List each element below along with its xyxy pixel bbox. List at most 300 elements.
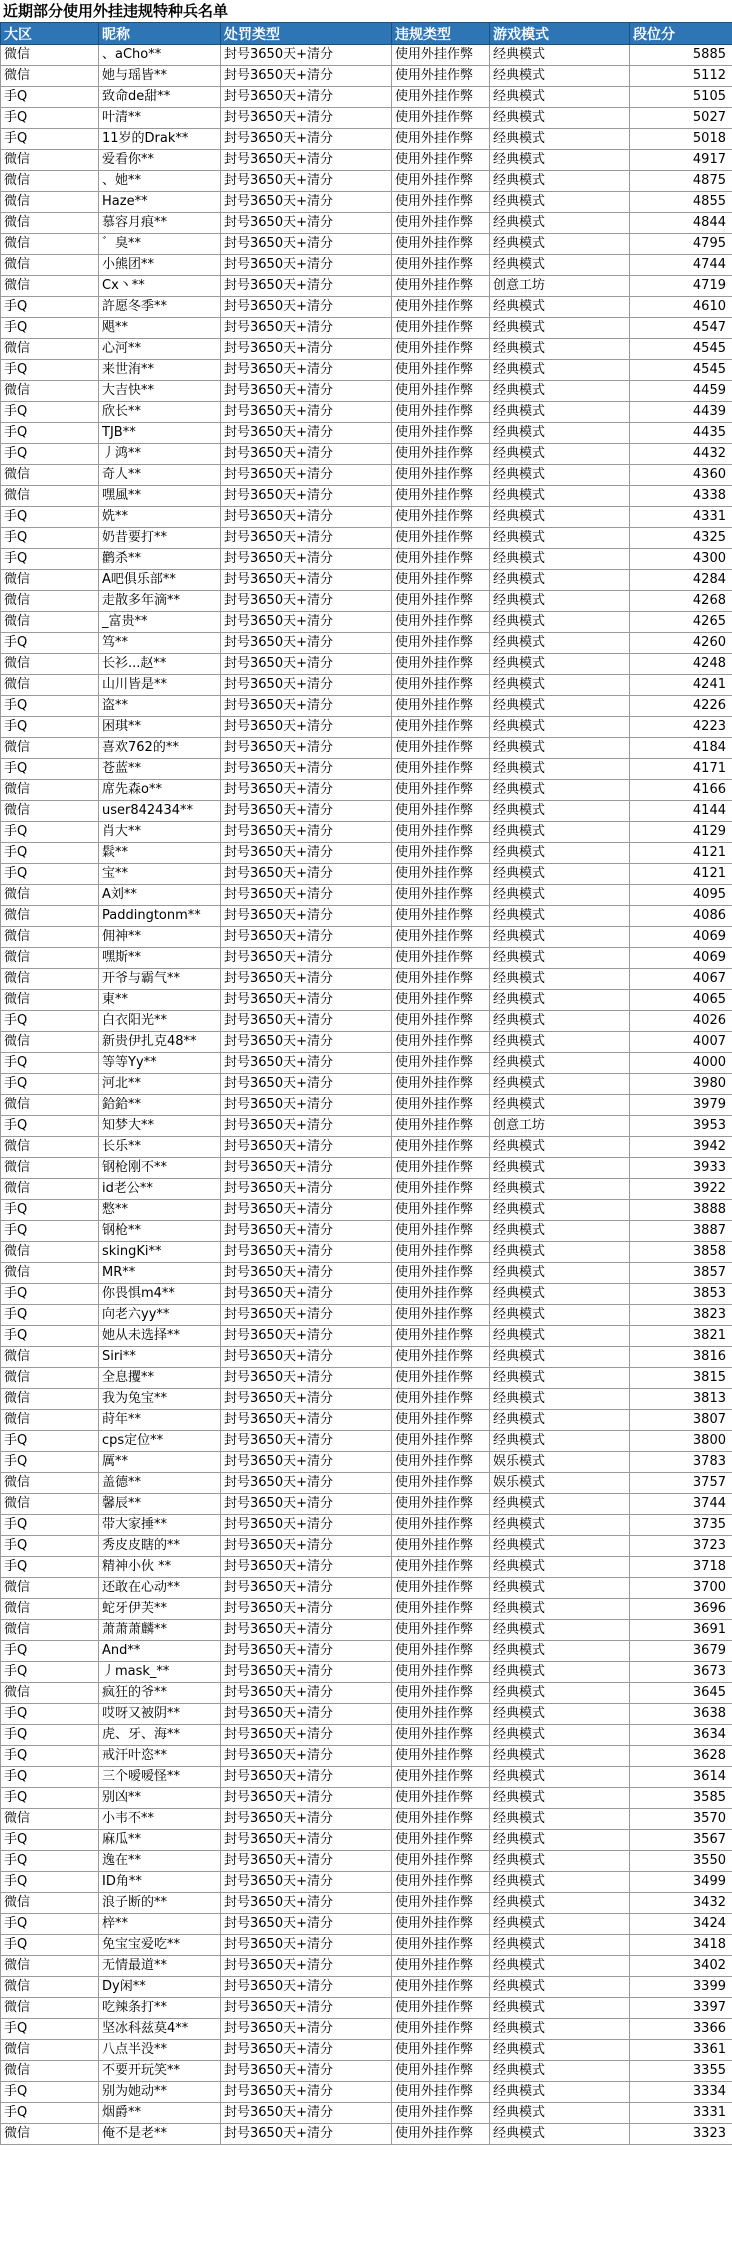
table-row	[1, 1473, 732, 1494]
cell-violation-type: 使用外挂作弊	[392, 1431, 490, 1452]
cell-region: 手Q	[1, 360, 99, 381]
cell-game-mode: 经典模式	[490, 1368, 630, 1389]
table-row	[1, 1788, 732, 1809]
cell-game-mode: 经典模式	[490, 885, 630, 906]
cell-violation-type: 使用外挂作弊	[392, 822, 490, 843]
cell-region: 手Q	[1, 696, 99, 717]
cell-penalty-type: 封号3650天+清分	[221, 108, 392, 129]
cell-penalty-type: 封号3650天+清分	[221, 1977, 392, 1998]
cell-game-mode: 经典模式	[490, 1515, 630, 1536]
cell-nickname: 钢枪**	[99, 1221, 221, 1242]
cell-game-mode: 经典模式	[490, 213, 630, 234]
cell-game-mode: 经典模式	[490, 1893, 630, 1914]
cell-violation-type: 使用外挂作弊	[392, 2019, 490, 2040]
cell-game-mode: 经典模式	[490, 1851, 630, 1872]
table-row	[1, 1452, 732, 1473]
cell-violation-type: 使用外挂作弊	[392, 1263, 490, 1284]
cell-penalty-type: 封号3650天+清分	[221, 864, 392, 885]
table-row	[1, 633, 732, 654]
cell-penalty-type: 封号3650天+清分	[221, 612, 392, 633]
table-row	[1, 276, 732, 297]
cell-nickname: 长衫...赵**	[99, 654, 221, 675]
cell-rank-score: 3979	[630, 1095, 732, 1116]
cell-region: 手Q	[1, 2019, 99, 2040]
cell-game-mode: 经典模式	[490, 150, 630, 171]
cell-nickname: 11岁的Drak**	[99, 129, 221, 150]
table-row	[1, 1935, 732, 1956]
table-row	[1, 717, 732, 738]
cell-region: 微信	[1, 1620, 99, 1641]
cell-game-mode: 经典模式	[490, 1494, 630, 1515]
cell-violation-type: 使用外挂作弊	[392, 1872, 490, 1893]
cell-rank-score: 4917	[630, 150, 732, 171]
cell-game-mode: 经典模式	[490, 675, 630, 696]
table-row	[1, 864, 732, 885]
cell-penalty-type: 封号3650天+清分	[221, 1914, 392, 1935]
cell-game-mode: 经典模式	[490, 423, 630, 444]
cell-region: 微信	[1, 801, 99, 822]
cell-nickname: 来世洧**	[99, 360, 221, 381]
cell-penalty-type: 封号3650天+清分	[221, 675, 392, 696]
table-row	[1, 234, 732, 255]
cell-rank-score: 4325	[630, 528, 732, 549]
cell-game-mode: 经典模式	[490, 2040, 630, 2061]
cell-rank-score: 4265	[630, 612, 732, 633]
cell-nickname: 烟爵**	[99, 2103, 221, 2124]
cell-game-mode: 经典模式	[490, 318, 630, 339]
cell-violation-type: 使用外挂作弊	[392, 108, 490, 129]
table-row	[1, 1284, 732, 1305]
cell-violation-type: 使用外挂作弊	[392, 1662, 490, 1683]
cell-rank-score: 3691	[630, 1620, 732, 1641]
cell-rank-score: 3402	[630, 1956, 732, 1977]
cell-penalty-type: 封号3650天+清分	[221, 297, 392, 318]
cell-rank-score: 3628	[630, 1746, 732, 1767]
cell-penalty-type: 封号3650天+清分	[221, 1788, 392, 1809]
cell-violation-type: 使用外挂作弊	[392, 969, 490, 990]
cell-rank-score: 4338	[630, 486, 732, 507]
cell-rank-score: 4129	[630, 822, 732, 843]
cell-penalty-type: 封号3650天+清分	[221, 1851, 392, 1872]
cell-violation-type: 使用外挂作弊	[392, 1746, 490, 1767]
table-row	[1, 339, 732, 360]
header-violation-type: 违规类型	[392, 23, 490, 45]
cell-region: 微信	[1, 1683, 99, 1704]
cell-rank-score: 3800	[630, 1431, 732, 1452]
table-row	[1, 108, 732, 129]
cell-penalty-type: 封号3650天+清分	[221, 906, 392, 927]
cell-rank-score: 5027	[630, 108, 732, 129]
cell-nickname: 宝**	[99, 864, 221, 885]
cell-game-mode: 经典模式	[490, 1095, 630, 1116]
cell-game-mode: 经典模式	[490, 633, 630, 654]
cell-penalty-type: 封号3650天+清分	[221, 1179, 392, 1200]
cell-rank-score: 3696	[630, 1599, 732, 1620]
cell-region: 微信	[1, 2040, 99, 2061]
cell-penalty-type: 封号3650天+清分	[221, 717, 392, 738]
cell-nickname: 笃**	[99, 633, 221, 654]
cell-region: 微信	[1, 255, 99, 276]
cell-rank-score: 3821	[630, 1326, 732, 1347]
cell-game-mode: 经典模式	[490, 465, 630, 486]
cell-region: 微信	[1, 570, 99, 591]
cell-region: 手Q	[1, 1851, 99, 1872]
cell-region: 手Q	[1, 759, 99, 780]
cell-violation-type: 使用外挂作弊	[392, 1410, 490, 1431]
table-row	[1, 1011, 732, 1032]
cell-region: 手Q	[1, 444, 99, 465]
cell-game-mode: 经典模式	[490, 1746, 630, 1767]
cell-rank-score: 3638	[630, 1704, 732, 1725]
cell-nickname: id老公**	[99, 1179, 221, 1200]
cell-violation-type: 使用外挂作弊	[392, 1641, 490, 1662]
table-row	[1, 1704, 732, 1725]
cell-nickname: 丿鸿**	[99, 444, 221, 465]
cell-region: 手Q	[1, 87, 99, 108]
cell-violation-type: 使用外挂作弊	[392, 591, 490, 612]
cell-game-mode: 经典模式	[490, 1914, 630, 1935]
cell-game-mode: 经典模式	[490, 1074, 630, 1095]
cell-nickname: 心河**	[99, 339, 221, 360]
cell-penalty-type: 封号3650天+清分	[221, 1956, 392, 1977]
cell-rank-score: 4065	[630, 990, 732, 1011]
cell-game-mode: 经典模式	[490, 969, 630, 990]
cell-penalty-type: 封号3650天+清分	[221, 465, 392, 486]
cell-nickname: skingKi**	[99, 1242, 221, 1263]
header-game-mode: 游戏模式	[490, 23, 630, 45]
cell-rank-score: 4095	[630, 885, 732, 906]
cell-nickname: 秀皮皮瞎的**	[99, 1536, 221, 1557]
table-row	[1, 570, 732, 591]
cell-rank-score: 4547	[630, 318, 732, 339]
cell-region: 手Q	[1, 717, 99, 738]
cell-rank-score: 3570	[630, 1809, 732, 1830]
table-row	[1, 1431, 732, 1452]
cell-game-mode: 经典模式	[490, 1200, 630, 1221]
cell-nickname: 白衣阳光**	[99, 1011, 221, 1032]
table-row	[1, 66, 732, 87]
cell-violation-type: 使用外挂作弊	[392, 1977, 490, 1998]
cell-violation-type: 使用外挂作弊	[392, 1368, 490, 1389]
cell-penalty-type: 封号3650天+清分	[221, 1200, 392, 1221]
table-row	[1, 1074, 732, 1095]
cell-penalty-type: 封号3650天+清分	[221, 192, 392, 213]
table-row	[1, 1137, 732, 1158]
cell-violation-type: 使用外挂作弊	[392, 990, 490, 1011]
table-row	[1, 1956, 732, 1977]
cell-violation-type: 使用外挂作弊	[392, 1284, 490, 1305]
cell-violation-type: 使用外挂作弊	[392, 1914, 490, 1935]
cell-nickname: 致命de甜**	[99, 87, 221, 108]
cell-game-mode: 经典模式	[490, 1704, 630, 1725]
cell-rank-score: 4248	[630, 654, 732, 675]
table-row	[1, 2061, 732, 2082]
cell-violation-type: 使用外挂作弊	[392, 843, 490, 864]
cell-region: 微信	[1, 339, 99, 360]
cell-game-mode: 经典模式	[490, 759, 630, 780]
cell-violation-type: 使用外挂作弊	[392, 885, 490, 906]
cell-game-mode: 经典模式	[490, 654, 630, 675]
cell-region: 微信	[1, 192, 99, 213]
table-row	[1, 1557, 732, 1578]
cell-violation-type: 使用外挂作弊	[392, 633, 490, 654]
cell-nickname: 知梦大**	[99, 1116, 221, 1137]
cell-violation-type: 使用外挂作弊	[392, 2082, 490, 2103]
cell-nickname: 慗**	[99, 1200, 221, 1221]
cell-rank-score: 4069	[630, 927, 732, 948]
cell-penalty-type: 封号3650天+清分	[221, 2103, 392, 2124]
cell-violation-type: 使用外挂作弊	[392, 1998, 490, 2019]
table-row	[1, 129, 732, 150]
table-row	[1, 1767, 732, 1788]
cell-region: 手Q	[1, 1305, 99, 1326]
cell-region: 微信	[1, 1179, 99, 1200]
cell-game-mode: 经典模式	[490, 1599, 630, 1620]
cell-penalty-type: 封号3650天+清分	[221, 1809, 392, 1830]
cell-rank-score: 4744	[630, 255, 732, 276]
header-penalty-type: 处罚类型	[221, 23, 392, 45]
cell-penalty-type: 封号3650天+清分	[221, 2124, 392, 2145]
cell-nickname: 无情最道**	[99, 1956, 221, 1977]
cell-violation-type: 使用外挂作弊	[392, 1116, 490, 1137]
cell-game-mode: 经典模式	[490, 1641, 630, 1662]
sheet-title: 近期部分使用外挂违规特种兵名单	[3, 2, 229, 20]
cell-nickname: 慕容月痕**	[99, 213, 221, 234]
cell-game-mode: 经典模式	[490, 822, 630, 843]
table-row	[1, 738, 732, 759]
table-row	[1, 1851, 732, 1872]
cell-violation-type: 使用外挂作弊	[392, 1053, 490, 1074]
table-row	[1, 1095, 732, 1116]
cell-nickname: 梓**	[99, 1914, 221, 1935]
cell-penalty-type: 封号3650天+清分	[221, 1095, 392, 1116]
table-row	[1, 297, 732, 318]
cell-game-mode: 经典模式	[490, 2019, 630, 2040]
cell-nickname: 坚冰科兹莫4**	[99, 2019, 221, 2040]
table-row	[1, 1578, 732, 1599]
cell-nickname: 哎呀又被阴**	[99, 1704, 221, 1725]
cell-penalty-type: 封号3650天+清分	[221, 1935, 392, 1956]
cell-nickname: Cx丶**	[99, 276, 221, 297]
cell-violation-type: 使用外挂作弊	[392, 318, 490, 339]
cell-game-mode: 经典模式	[490, 192, 630, 213]
cell-rank-score: 3700	[630, 1578, 732, 1599]
cell-rank-score: 4260	[630, 633, 732, 654]
cell-penalty-type: 封号3650天+清分	[221, 276, 392, 297]
header-nickname: 昵称	[99, 23, 221, 45]
cell-nickname: 走散多年滴**	[99, 591, 221, 612]
cell-game-mode: 经典模式	[490, 864, 630, 885]
cell-penalty-type: 封号3650天+清分	[221, 1221, 392, 1242]
cell-rank-score: 3815	[630, 1368, 732, 1389]
cell-rank-score: 3744	[630, 1494, 732, 1515]
cell-game-mode: 经典模式	[490, 1347, 630, 1368]
cell-penalty-type: 封号3650天+清分	[221, 948, 392, 969]
cell-violation-type: 使用外挂作弊	[392, 948, 490, 969]
cell-violation-type: 使用外挂作弊	[392, 1893, 490, 1914]
cell-penalty-type: 封号3650天+清分	[221, 234, 392, 255]
cell-penalty-type: 封号3650天+清分	[221, 1011, 392, 1032]
cell-region: 手Q	[1, 1725, 99, 1746]
table-row	[1, 1494, 732, 1515]
cell-rank-score: 4067	[630, 969, 732, 990]
cell-penalty-type: 封号3650天+清分	[221, 1515, 392, 1536]
cell-game-mode: 经典模式	[490, 1011, 630, 1032]
table-row	[1, 1830, 732, 1851]
cell-nickname: 全息攫**	[99, 1368, 221, 1389]
cell-penalty-type: 封号3650天+清分	[221, 444, 392, 465]
cell-penalty-type: 封号3650天+清分	[221, 1473, 392, 1494]
cell-nickname: 奶昔要打**	[99, 528, 221, 549]
cell-game-mode: 经典模式	[490, 780, 630, 801]
table-row	[1, 1410, 732, 1431]
cell-nickname: 大吉快**	[99, 381, 221, 402]
cell-region: 微信	[1, 885, 99, 906]
cell-region: 微信	[1, 906, 99, 927]
cell-nickname: 吃辣条打**	[99, 1998, 221, 2019]
table-row	[1, 360, 732, 381]
cell-nickname: 飓**	[99, 318, 221, 339]
cell-violation-type: 使用外挂作弊	[392, 360, 490, 381]
cell-nickname: 我为兔宝**	[99, 1389, 221, 1410]
cell-violation-type: 使用外挂作弊	[392, 402, 490, 423]
cell-region: 微信	[1, 1977, 99, 1998]
table-row	[1, 1116, 732, 1137]
table-row	[1, 1158, 732, 1179]
cell-region: 手Q	[1, 2082, 99, 2103]
cell-nickname: 喜欢762的**	[99, 738, 221, 759]
cell-region: 手Q	[1, 507, 99, 528]
cell-penalty-type: 封号3650天+清分	[221, 1158, 392, 1179]
cell-rank-score: 5885	[630, 45, 732, 66]
cell-rank-score: 4719	[630, 276, 732, 297]
cell-violation-type: 使用外挂作弊	[392, 1704, 490, 1725]
cell-nickname: 新贵伊扎克48**	[99, 1032, 221, 1053]
cell-region: 微信	[1, 213, 99, 234]
cell-game-mode: 经典模式	[490, 66, 630, 87]
cell-game-mode: 经典模式	[490, 906, 630, 927]
cell-region: 微信	[1, 969, 99, 990]
cell-nickname: 嘿斯**	[99, 948, 221, 969]
cell-game-mode: 经典模式	[490, 2124, 630, 2145]
cell-nickname: 困琪**	[99, 717, 221, 738]
cell-rank-score: 3807	[630, 1410, 732, 1431]
cell-nickname: Haze**	[99, 192, 221, 213]
cell-nickname: cps定位**	[99, 1431, 221, 1452]
cell-region: 微信	[1, 45, 99, 66]
cell-penalty-type: 封号3650天+清分	[221, 507, 392, 528]
cell-violation-type: 使用外挂作弊	[392, 255, 490, 276]
cell-game-mode: 经典模式	[490, 234, 630, 255]
table-row	[1, 1683, 732, 1704]
cell-violation-type: 使用外挂作弊	[392, 423, 490, 444]
cell-region: 微信	[1, 1347, 99, 1368]
table-row	[1, 990, 732, 1011]
cell-violation-type: 使用外挂作弊	[392, 1536, 490, 1557]
cell-penalty-type: 封号3650天+清分	[221, 570, 392, 591]
table-row	[1, 192, 732, 213]
table-row	[1, 822, 732, 843]
cell-nickname: 莳年**	[99, 1410, 221, 1431]
table-row	[1, 780, 732, 801]
cell-violation-type: 使用外挂作弊	[392, 906, 490, 927]
table-row	[1, 1389, 732, 1410]
cell-rank-score: 3634	[630, 1725, 732, 1746]
table-row	[1, 1746, 732, 1767]
cell-region: 手Q	[1, 1284, 99, 1305]
cell-penalty-type: 封号3650天+清分	[221, 66, 392, 87]
cell-penalty-type: 封号3650天+清分	[221, 1662, 392, 1683]
cell-rank-score: 3397	[630, 1998, 732, 2019]
cell-game-mode: 经典模式	[490, 1326, 630, 1347]
cell-penalty-type: 封号3650天+清分	[221, 150, 392, 171]
cell-rank-score: 4432	[630, 444, 732, 465]
cell-violation-type: 使用外挂作弊	[392, 1767, 490, 1788]
cell-penalty-type: 封号3650天+清分	[221, 2040, 392, 2061]
cell-violation-type: 使用外挂作弊	[392, 1137, 490, 1158]
cell-penalty-type: 封号3650天+清分	[221, 1893, 392, 1914]
cell-nickname: 盖德**	[99, 1473, 221, 1494]
cell-nickname: 萧萧萧麟**	[99, 1620, 221, 1641]
cell-penalty-type: 封号3650天+清分	[221, 1578, 392, 1599]
cell-region: 手Q	[1, 843, 99, 864]
cell-nickname: 丿mask_**	[99, 1662, 221, 1683]
cell-rank-score: 3757	[630, 1473, 732, 1494]
cell-rank-score: 4171	[630, 759, 732, 780]
cell-game-mode: 经典模式	[490, 1221, 630, 1242]
cell-region: 微信	[1, 150, 99, 171]
cell-region: 手Q	[1, 1662, 99, 1683]
cell-penalty-type: 封号3650天+清分	[221, 1368, 392, 1389]
table-row	[1, 1032, 732, 1053]
table-row	[1, 402, 732, 423]
cell-nickname: 姺**	[99, 507, 221, 528]
cell-violation-type: 使用外挂作弊	[392, 570, 490, 591]
cell-nickname: 戒汗叶恣**	[99, 1746, 221, 1767]
cell-violation-type: 使用外挂作弊	[392, 759, 490, 780]
cell-region: 微信	[1, 1956, 99, 1977]
cell-region: 手Q	[1, 1914, 99, 1935]
cell-game-mode: 经典模式	[490, 1431, 630, 1452]
cell-game-mode: 经典模式	[490, 1410, 630, 1431]
cell-violation-type: 使用外挂作弊	[392, 780, 490, 801]
cell-game-mode: 经典模式	[490, 1935, 630, 1956]
table-row	[1, 423, 732, 444]
cell-violation-type: 使用外挂作弊	[392, 1935, 490, 1956]
cell-penalty-type: 封号3650天+清分	[221, 969, 392, 990]
cell-game-mode: 经典模式	[490, 1620, 630, 1641]
cell-penalty-type: 封号3650天+清分	[221, 1725, 392, 1746]
cell-rank-score: 4069	[630, 948, 732, 969]
cell-nickname: 欣长**	[99, 402, 221, 423]
cell-rank-score: 5112	[630, 66, 732, 87]
cell-violation-type: 使用外挂作弊	[392, 1851, 490, 1872]
table-row	[1, 1809, 732, 1830]
table-row	[1, 507, 732, 528]
cell-penalty-type: 封号3650天+清分	[221, 2061, 392, 2082]
table-row	[1, 2082, 732, 2103]
cell-region: 手Q	[1, 822, 99, 843]
cell-region: 手Q	[1, 108, 99, 129]
cell-region: 微信	[1, 1158, 99, 1179]
cell-violation-type: 使用外挂作弊	[392, 1179, 490, 1200]
cell-rank-score: 3355	[630, 2061, 732, 2082]
cell-rank-score: 4241	[630, 675, 732, 696]
cell-region: 手Q	[1, 1452, 99, 1473]
cell-region: 微信	[1, 1032, 99, 1053]
cell-rank-score: 3567	[630, 1830, 732, 1851]
cell-violation-type: 使用外挂作弊	[392, 297, 490, 318]
